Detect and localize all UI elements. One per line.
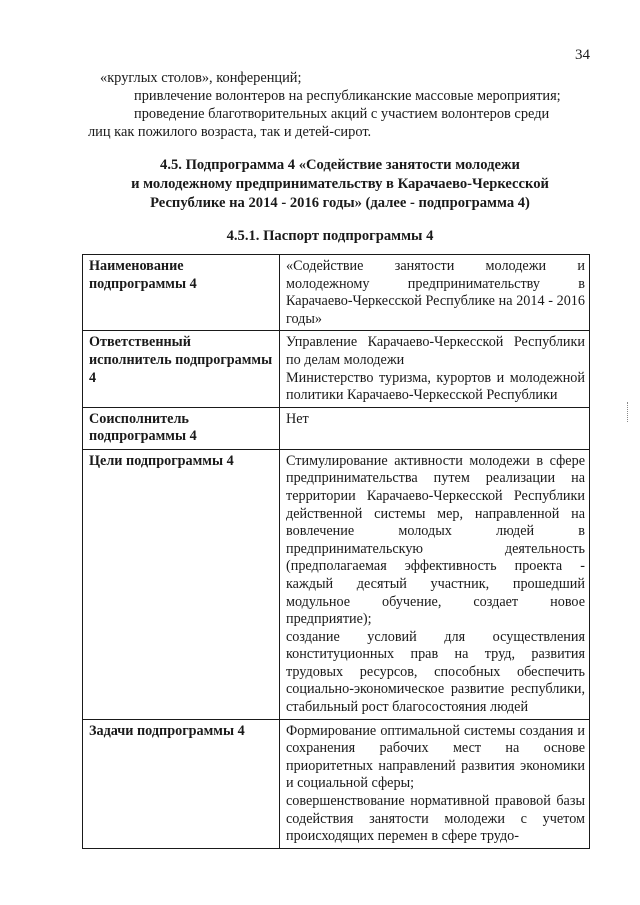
intro-line: лиц как пожилого возраста, так и детей-сирот. bbox=[88, 124, 372, 140]
intro-text bbox=[88, 69, 602, 141]
table-row bbox=[83, 407, 590, 449]
row-label: Ответственный исполнитель подпрограммы 4 bbox=[83, 331, 280, 407]
row-value bbox=[280, 449, 590, 719]
row-value bbox=[280, 719, 590, 848]
page-number: 34 bbox=[575, 47, 590, 63]
row-value bbox=[280, 331, 590, 407]
row-value-paragraph: «Содействие занятости молодежи и молодежному предпринимательству в Карачаево-Черкесской Республике на 2014 - 2016 годы» bbox=[286, 258, 585, 327]
row-value-paragraph: Нет bbox=[286, 410, 309, 427]
row-value-paragraph: Формирование оптимальной системы создания и сохранения рабочих мест на основе приоритетных направлений развития экономики и социальной сферы; bbox=[286, 722, 585, 792]
row-label: Задачи подпрограммы 4 bbox=[83, 719, 280, 848]
row-value bbox=[280, 407, 590, 449]
table-row bbox=[83, 449, 590, 719]
row-value bbox=[280, 255, 590, 331]
section-title bbox=[100, 156, 580, 213]
row-value-paragraph: совершенствование нормативной правовой базы содействия занятости молодежи с учетом происходящих перемен в сфере трудо- bbox=[286, 793, 585, 845]
intro-line: проведение благотворительных акций с участием волонтеров среди bbox=[134, 106, 550, 122]
row-value-paragraph: Министерство туризма, курортов и молодежной политики Карачаево-Черкесской Республики bbox=[286, 369, 585, 404]
table-row bbox=[83, 719, 590, 848]
row-label: Цели подпрограммы 4 bbox=[83, 449, 280, 719]
passport-table bbox=[82, 254, 590, 849]
row-label: Наименование подпрограммы 4 bbox=[83, 255, 280, 331]
scan-speck bbox=[627, 402, 630, 422]
row-value-paragraph: Стимулирование активности молодежи в сфере предпринимательства путем реализации на территории Карачаево-Черкесской Республики действенной системы мер, направленной на вовлечение молодых людей в предпринимательскую деятельность (предполагаемая эффективность проекта - каждый десятый участник, прошедший модульное обучение, создает новое предприятие); bbox=[286, 452, 585, 628]
passport-title: 4.5.1. Паспорт подпрограммы 4 bbox=[226, 228, 434, 244]
table-row bbox=[83, 255, 590, 331]
intro-line: привлечение волонтеров на республиканские массовые мероприятия; bbox=[134, 88, 561, 104]
section-title-line: Республике на 2014 - 2016 годы» (далее - подпрограмма 4) bbox=[150, 195, 530, 211]
row-label: Соисполнитель подпрограммы 4 bbox=[83, 407, 280, 449]
section-title-line: 4.5. Подпрограмма 4 «Содействие занятости молодежи bbox=[160, 157, 520, 173]
section-title-line: и молодежному предпринимательству в Карачаево-Черкесской bbox=[131, 176, 549, 192]
row-value-paragraph: создание условий для осуществления конституционных прав на труд, развития трудовых ресурсов, способных обеспечить социально-экономическое развитие республики, стабильный рост благосостояния людей bbox=[286, 628, 585, 716]
table-row bbox=[83, 331, 590, 407]
row-value-paragraph: Управление Карачаево-Черкесской Республики по делам молодежи bbox=[286, 334, 585, 368]
intro-line: «круглых столов», конференций; bbox=[100, 70, 302, 86]
